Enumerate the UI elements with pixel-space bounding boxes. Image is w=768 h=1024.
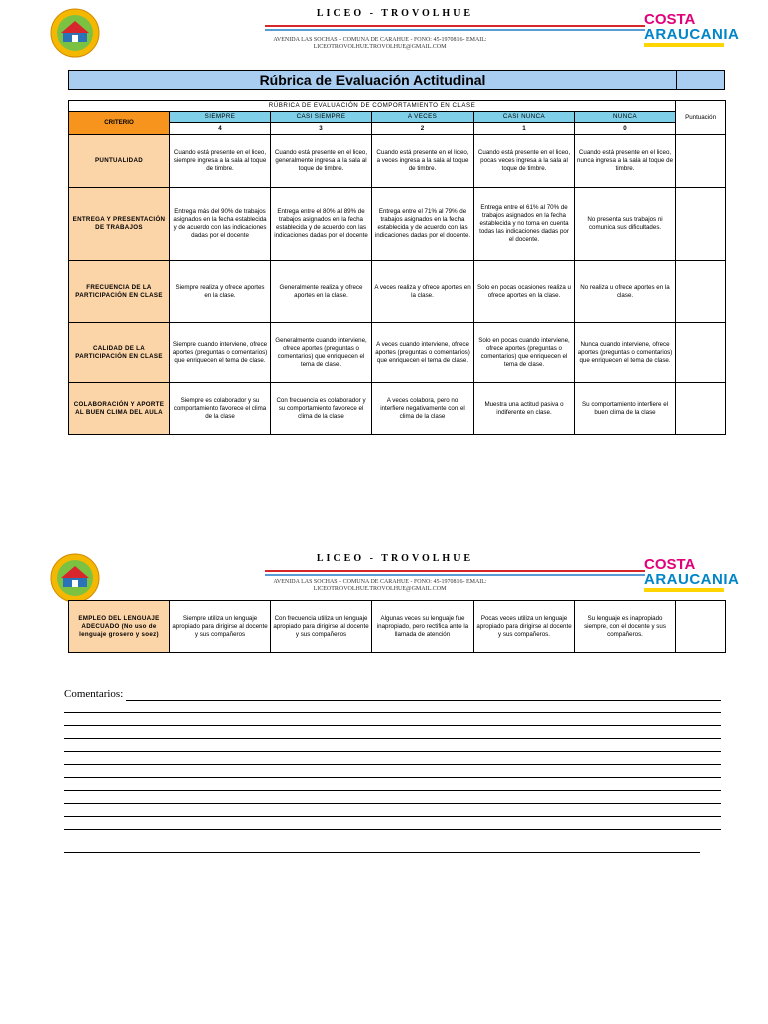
rubric-table-continued xyxy=(68,600,726,653)
score-cell[interactable] xyxy=(676,135,726,188)
comment-line[interactable] xyxy=(64,816,721,817)
criterion-cell: ENTREGA Y PRESENTACIÓN DE TRABAJOS xyxy=(69,188,170,261)
score-header: Puntuación xyxy=(676,101,726,135)
comment-line[interactable] xyxy=(64,725,721,726)
descriptor-cell: No presenta sus trabajos ni comunica sus dificultades. xyxy=(575,188,676,261)
level-points: 2 xyxy=(372,123,474,135)
address-line-1: AVENIDA LAS SOCHAS - COMUNA DE CARAHUE - FONO: 45-1970816- EMAIL: xyxy=(273,37,487,43)
brand-line-2: ARAUCANIA xyxy=(644,26,740,43)
score-cell[interactable] xyxy=(676,323,726,383)
criterion-cell: COLABORACIÓN Y APORTE AL BUEN CLIMA DEL AULA xyxy=(69,383,170,435)
descriptor-cell: Pocas veces utiliza un lenguaje apropiado para dirigirse al docente y sus compañeros. xyxy=(474,601,575,653)
descriptor-cell: Solo en pocas cuando interviene, ofrece aportes (preguntas o comentarios) que enriquecen el tema de clase. xyxy=(474,323,575,383)
table-row xyxy=(69,383,726,435)
descriptor-cell: Siempre es colaborador y su comportamiento favorece el clima de la clase xyxy=(170,383,271,435)
descriptor-cell: Entrega entre el 61% al 70% de trabajos asignados en la fecha establecida y no toma en cuenta todas las indicaciones dadas por el docente. xyxy=(474,188,575,261)
descriptor-cell: Siempre cuando interviene, ofrece aportes (preguntas o comentarios) que enriquecen el tema de clase. xyxy=(170,323,271,383)
level-points: 0 xyxy=(575,123,676,135)
descriptor-cell: Cuando está presente en el liceo, pocas veces ingresa a la sala al toque de timbre. xyxy=(474,135,575,188)
descriptor-cell: Muestra una actitud pasiva o indiferente en clase. xyxy=(474,383,575,435)
descriptor-cell: Nunca cuando interviene, ofrece aportes (preguntas o comentarios) que enriquecen el tema de clase. xyxy=(575,323,676,383)
level-points: 4 xyxy=(170,123,271,135)
descriptor-cell: A veces cuando interviene, ofrece aportes (preguntas o comentarios) que enriquecen el tema de clase. xyxy=(372,323,474,383)
page-header xyxy=(50,8,740,64)
descriptor-cell: A veces realiza y ofrece aportes en la clase. xyxy=(372,261,474,323)
level-header: CASI SIEMPRE xyxy=(271,112,372,123)
level-header: CASI NUNCA xyxy=(474,112,575,123)
comment-line[interactable] xyxy=(64,803,721,804)
descriptor-cell: Entrega entre el 71% al 79% de trabajos asignados en la fecha establecida y de acuerdo con las indicaciones dadas por el docente. xyxy=(372,188,474,261)
comment-line[interactable] xyxy=(64,852,700,853)
criterion-cell: PUNTUALIDAD xyxy=(69,135,170,188)
descriptor-cell: Generalmente cuando interviene, ofrece aportes (preguntas o comentarios) que enriquecen el tema de clase. xyxy=(271,323,372,383)
criterion-header: CRITERIO xyxy=(69,112,170,135)
table-row xyxy=(69,188,726,261)
brand-line-1: COSTA xyxy=(644,556,696,573)
criterion-cell: EMPLEO DEL LENGUAJE ADECUADO (No uso de lenguaje grosero y soez) xyxy=(69,601,170,653)
comment-line[interactable] xyxy=(64,790,721,791)
descriptor-cell: Entrega más del 90% de trabajos asignados en la fecha establecida y de acuerdo con las indicaciones dadas por el docente xyxy=(170,188,271,261)
comment-line[interactable] xyxy=(64,777,721,778)
descriptor-cell: Algunas veces su lenguaje fue inapropiado, pero rectifica ante la llamada de atención xyxy=(372,601,474,653)
table-row xyxy=(69,261,726,323)
criterion-cell: FRECUENCIA DE LA PARTICIPACIÓN EN CLASE xyxy=(69,261,170,323)
school-address xyxy=(250,37,510,51)
rubric-subtitle-row xyxy=(69,101,726,112)
descriptor-cell: Cuando está presente en el liceo, generalmente ingresa a la sala al toque de timbre. xyxy=(271,135,372,188)
brand-line-1: COSTA xyxy=(644,11,696,28)
address-line-2: LICEOTROVOLHUE.TROVOLHUE@GMAIL.COM xyxy=(313,586,447,592)
criterion-cell: CALIDAD DE LA PARTICIPACIÓN EN CLASE xyxy=(69,323,170,383)
descriptor-cell: A veces colabora, pero no interfiere negativamente con el clima de la clase xyxy=(372,383,474,435)
score-cell[interactable] xyxy=(676,601,726,653)
descriptor-cell: Solo en pocas ocasiones realiza u ofrece aportes en la clase. xyxy=(474,261,575,323)
document-title-box xyxy=(68,70,725,90)
descriptor-cell: Su comportamiento interfiere el buen clima de la clase xyxy=(575,383,676,435)
descriptor-cell: Cuando está presente en el liceo, nunca ingresa a la sala al toque de timbre. xyxy=(575,135,676,188)
level-header: NUNCA xyxy=(575,112,676,123)
descriptor-cell: Cuando está presente en el liceo, siempre ingresa a la sala al toque de timbre. xyxy=(170,135,271,188)
level-points: 1 xyxy=(474,123,575,135)
costa-araucania-logo xyxy=(644,11,740,52)
school-name: LICEO - TROVOLHUE xyxy=(316,8,474,19)
table-row xyxy=(69,601,726,653)
descriptor-cell: Siempre realiza y ofrece aportes en la clase. xyxy=(170,261,271,323)
costa-araucania-logo xyxy=(644,556,740,597)
brand-line-2: ARAUCANIA xyxy=(644,571,740,588)
table-row xyxy=(69,323,726,383)
score-cell[interactable] xyxy=(676,261,726,323)
school-name: LICEO - TROVOLHUE xyxy=(316,553,474,564)
descriptor-cell: Siempre utiliza un lenguaje apropiado para dirigirse al docente y sus compañeros xyxy=(170,601,271,653)
comment-line[interactable] xyxy=(64,712,721,713)
comment-line[interactable] xyxy=(64,738,721,739)
header-line-red xyxy=(265,570,645,572)
descriptor-cell: Entrega entre el 80% al 89% de trabajos asignados en la fecha establecida y de acuerdo con las indicaciones dadas por el docente xyxy=(271,188,372,261)
comment-line[interactable] xyxy=(126,700,721,701)
descriptor-cell: Generalmente realiza y ofrece aportes en la clase. xyxy=(271,261,372,323)
descriptor-cell: Con frecuencia es colaborador y su comportamiento favorece el clima de la clase xyxy=(271,383,372,435)
descriptor-cell: Su lenguaje es inapropiado siempre, con el docente y sus compañeros. xyxy=(575,601,676,653)
table-row xyxy=(69,135,726,188)
comment-line[interactable] xyxy=(64,829,721,830)
level-points: 3 xyxy=(271,123,372,135)
descriptor-cell: No realiza u ofrece aportes en la clase. xyxy=(575,261,676,323)
rubric-subtitle: RÚBRICA DE EVALUACIÓN DE COMPORTAMIENTO EN CLASE xyxy=(69,101,676,112)
comment-line[interactable] xyxy=(64,764,721,765)
level-header: SIEMPRE xyxy=(170,112,271,123)
comment-line[interactable] xyxy=(64,751,721,752)
header-line-blue xyxy=(265,574,645,576)
score-cell[interactable] xyxy=(676,188,726,261)
score-cell[interactable] xyxy=(676,383,726,435)
header-line-red xyxy=(265,25,645,27)
header-line-blue xyxy=(265,29,645,31)
levels-row xyxy=(69,112,726,123)
descriptor-cell: Cuando está presente en el liceo, a veces ingresa a la sala al toque de timbre. xyxy=(372,135,474,188)
title-divider xyxy=(676,71,677,89)
address-line-2: LICEOTROVOLHUE.TROVOLHUE@GMAIL.COM xyxy=(313,44,447,50)
rubric-table xyxy=(68,100,726,435)
descriptor-cell: Con frecuencia utiliza un lenguaje apropiado para dirigirse al docente y sus compañeros xyxy=(271,601,372,653)
school-address xyxy=(250,579,510,593)
address-line-1: AVENIDA LAS SOCHAS - COMUNA DE CARAHUE - FONO: 45-1970816- EMAIL: xyxy=(273,579,487,585)
brand-ribbon xyxy=(644,43,724,47)
brand-ribbon xyxy=(644,588,724,592)
comments-label: Comentarios: xyxy=(64,688,124,700)
level-header: A VECES xyxy=(372,112,474,123)
document-title: Rúbrica de Evaluación Actitudinal xyxy=(259,72,486,88)
